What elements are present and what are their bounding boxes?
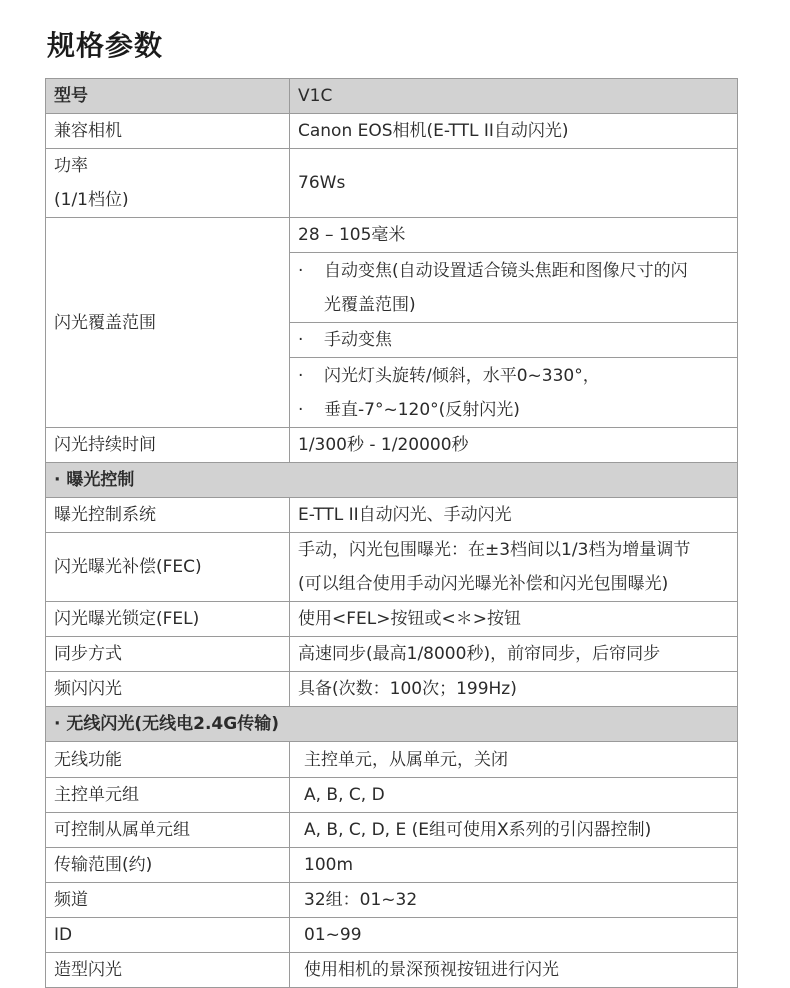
table-row: [46, 498, 738, 533]
section-header: [46, 707, 738, 742]
value-line: (可以组合使用手动闪光曝光补偿和闪光包围曝光): [298, 574, 669, 594]
bullet-icon: ·: [298, 365, 304, 386]
table-row: [46, 778, 738, 813]
item-text: 手动变焦: [324, 330, 392, 350]
table-row: [46, 883, 738, 918]
item-text: 光覆盖范围): [324, 294, 416, 315]
coverage-item: [290, 253, 738, 323]
row-value: 主控单元，从属单元，关闭: [290, 742, 738, 778]
table-row: [46, 637, 738, 672]
table-row: [46, 533, 738, 602]
row-label: 传输范围(约): [46, 848, 290, 883]
row-value: 32组：01~32: [290, 883, 738, 918]
row-label: 同步方式: [46, 637, 290, 672]
coverage-item: [290, 358, 738, 428]
row-label: [46, 149, 290, 218]
table-row: [46, 848, 738, 883]
row-value: 使用相机的景深预视按钮进行闪光: [290, 953, 738, 988]
row-value: 100m: [290, 848, 738, 883]
row-value: 76Ws: [290, 149, 738, 218]
row-label: 闪光曝光锁定(FEL): [46, 602, 290, 637]
row-value: E-TTL II自动闪光、手动闪光: [290, 498, 738, 533]
bullet-icon: ·: [298, 260, 304, 281]
row-label: 频道: [46, 883, 290, 918]
row-value: 28 – 105毫米: [290, 218, 738, 253]
section-title: · 无线闪光(无线电2.4G传输): [46, 707, 738, 742]
row-value: 具备(次数：100次；199Hz): [290, 672, 738, 707]
spec-table: [45, 78, 738, 988]
item-text: 垂直-7°~120°(反射闪光): [324, 399, 520, 420]
table-row: [46, 918, 738, 953]
table-row: [46, 953, 738, 988]
page-title: 规格参数: [47, 29, 164, 62]
coverage-item: [290, 323, 738, 358]
row-value: 1/300秒 - 1/20000秒: [290, 428, 738, 463]
row-value: A, B, C, D: [290, 778, 738, 813]
row-label: ID: [46, 918, 290, 953]
row-label: 主控单元组: [46, 778, 290, 813]
row-value: 使用<FEL>按钮或<＊>按钮: [290, 602, 738, 637]
row-value: 高速同步(最高1/8000秒)，前帘同步，后帘同步: [290, 637, 738, 672]
table-row: [46, 672, 738, 707]
bullet-icon: ·: [298, 330, 304, 350]
table-row: [46, 79, 738, 114]
row-label: 频闪闪光: [46, 672, 290, 707]
row-label: 兼容相机: [46, 114, 290, 149]
header-value: V1C: [290, 79, 738, 114]
row-label: 闪光曝光补偿(FEC): [46, 533, 290, 602]
section-title: · 曝光控制: [46, 463, 738, 498]
header-label: 型号: [46, 79, 290, 114]
label-line: (1/1档位): [54, 190, 129, 210]
bullet-icon: ·: [298, 399, 304, 420]
table-row: [46, 742, 738, 778]
row-label: 闪光持续时间: [46, 428, 290, 463]
item-text: 自动变焦(自动设置适合镜头焦距和图像尺寸的闪: [324, 260, 688, 281]
section-header: [46, 463, 738, 498]
table-row: [46, 149, 738, 218]
label-line: 功率: [54, 156, 88, 176]
row-value: A, B, C, D, E (E组可使用X系列的引闪器控制): [290, 813, 738, 848]
table-row: [46, 813, 738, 848]
row-label: 可控制从属单元组: [46, 813, 290, 848]
table-row: [46, 114, 738, 149]
row-label: 无线功能: [46, 742, 290, 778]
row-label: 闪光覆盖范围: [46, 218, 290, 428]
table-row: [46, 602, 738, 637]
value-line: 手动，闪光包围曝光：在±3档间以1/3档为增量调节: [298, 540, 691, 560]
table-row: [46, 218, 738, 253]
row-value: Canon EOS相机(E-TTL II自动闪光): [290, 114, 738, 149]
row-value: 01~99: [290, 918, 738, 953]
table-row: [46, 428, 738, 463]
row-label: 造型闪光: [46, 953, 290, 988]
row-label: 曝光控制系统: [46, 498, 290, 533]
item-text: 闪光灯头旋转/倾斜，水平0~330°，: [324, 365, 600, 386]
row-value: [290, 533, 738, 602]
